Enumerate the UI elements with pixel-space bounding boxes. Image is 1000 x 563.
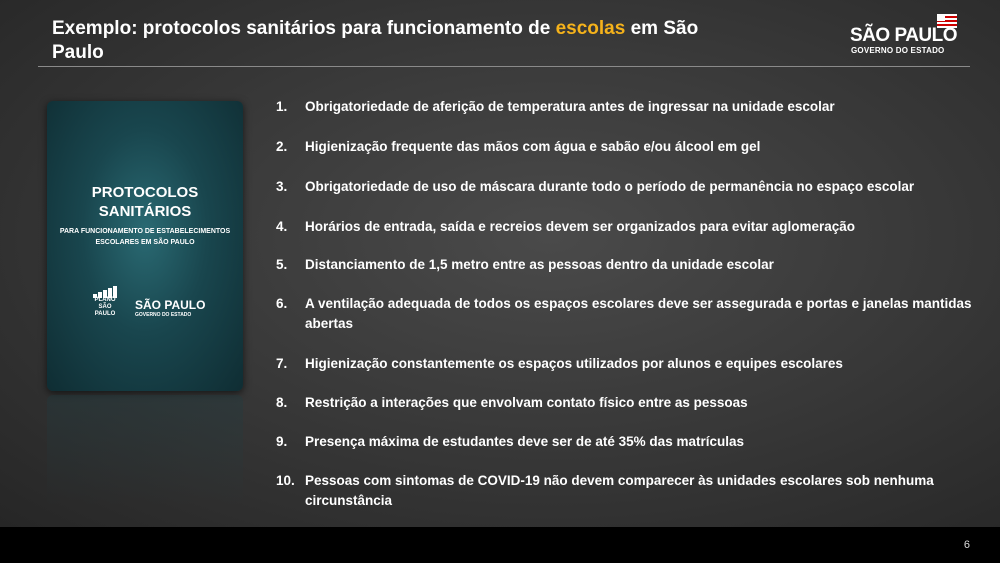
list-item-text: Obrigatoriedade de aferição de temperatura antes de ingressar na unidade escolar bbox=[305, 99, 835, 114]
list-item-number: 3. bbox=[276, 179, 288, 194]
page-title bbox=[52, 17, 752, 65]
list-item-text: Restrição a interações que envolvam contato físico entre as pessoas bbox=[305, 395, 748, 410]
list-item-number: 4. bbox=[276, 219, 288, 234]
list-item-text: Obrigatoriedade de uso de máscara durante todo o período de permanência no espaço escolar bbox=[305, 179, 915, 194]
list-item-text: Higienização frequente das mãos com água e sabão e/ou álcool em gel bbox=[305, 139, 761, 154]
list-item-number: 8. bbox=[276, 395, 288, 410]
sao-paulo-logo bbox=[850, 12, 970, 58]
protocol-cover-image bbox=[47, 101, 243, 391]
cover-subtitle: PARA FUNCIONAMENTO DE ESTABELECIMENTOS ESCOLARES EM SÃO PAULO bbox=[59, 228, 231, 246]
list-item-number: 9. bbox=[276, 434, 288, 449]
list-item-number: 6. bbox=[276, 296, 288, 311]
logo-name: SÃO PAULO bbox=[850, 25, 958, 46]
list-item-number: 5. bbox=[276, 257, 288, 272]
page-number: 6 bbox=[963, 539, 970, 551]
logo-subtitle: GOVERNO DO ESTADO bbox=[851, 46, 945, 55]
cover-sp-logo: SÃO PAULO bbox=[135, 298, 206, 312]
list-item-number: 2. bbox=[276, 139, 288, 154]
list-item-text: Distanciamento de 1,5 metro entre as pessoas dentro da unidade escolar bbox=[305, 257, 774, 272]
list-item-text: Higienização constantemente os espaços utilizados por alunos e equipes escolares bbox=[305, 356, 843, 371]
list-item-text: Presença máxima de estudantes deve ser de até 35% das matrículas bbox=[305, 434, 744, 449]
cover-plano-label: PLANO SÃO PAULO bbox=[94, 297, 116, 317]
cover-reflection bbox=[47, 395, 243, 505]
title-text-end: em São Paulo bbox=[52, 18, 699, 63]
cover-sp-logo-sub: GOVERNO DO ESTADO bbox=[135, 312, 192, 318]
list-item-text: A ventilação adequada de todos os espaços escolares deve ser assegurada e portas e janelas mantidas abertas bbox=[305, 296, 972, 331]
list-item-number: 1. bbox=[276, 99, 288, 114]
list-item-text: Pessoas com sintomas de COVID-19 não devem comparecer às unidades escolares sob nenhuma circunstância bbox=[305, 473, 934, 508]
title-text-start: Exemplo: protocolos sanitários para funcionamento de bbox=[52, 18, 556, 39]
title-highlight: escolas bbox=[555, 18, 626, 39]
list-item-number: 7. bbox=[276, 356, 288, 371]
cover-title: PROTOCOLOS SANITÁRIOS bbox=[91, 184, 199, 220]
footer-bar bbox=[0, 527, 1000, 563]
list-item-number: 10. bbox=[276, 473, 295, 488]
title-divider bbox=[38, 66, 970, 67]
list-item-text: Horários de entrada, saída e recreios devem ser organizados para evitar aglomeração bbox=[305, 219, 855, 234]
